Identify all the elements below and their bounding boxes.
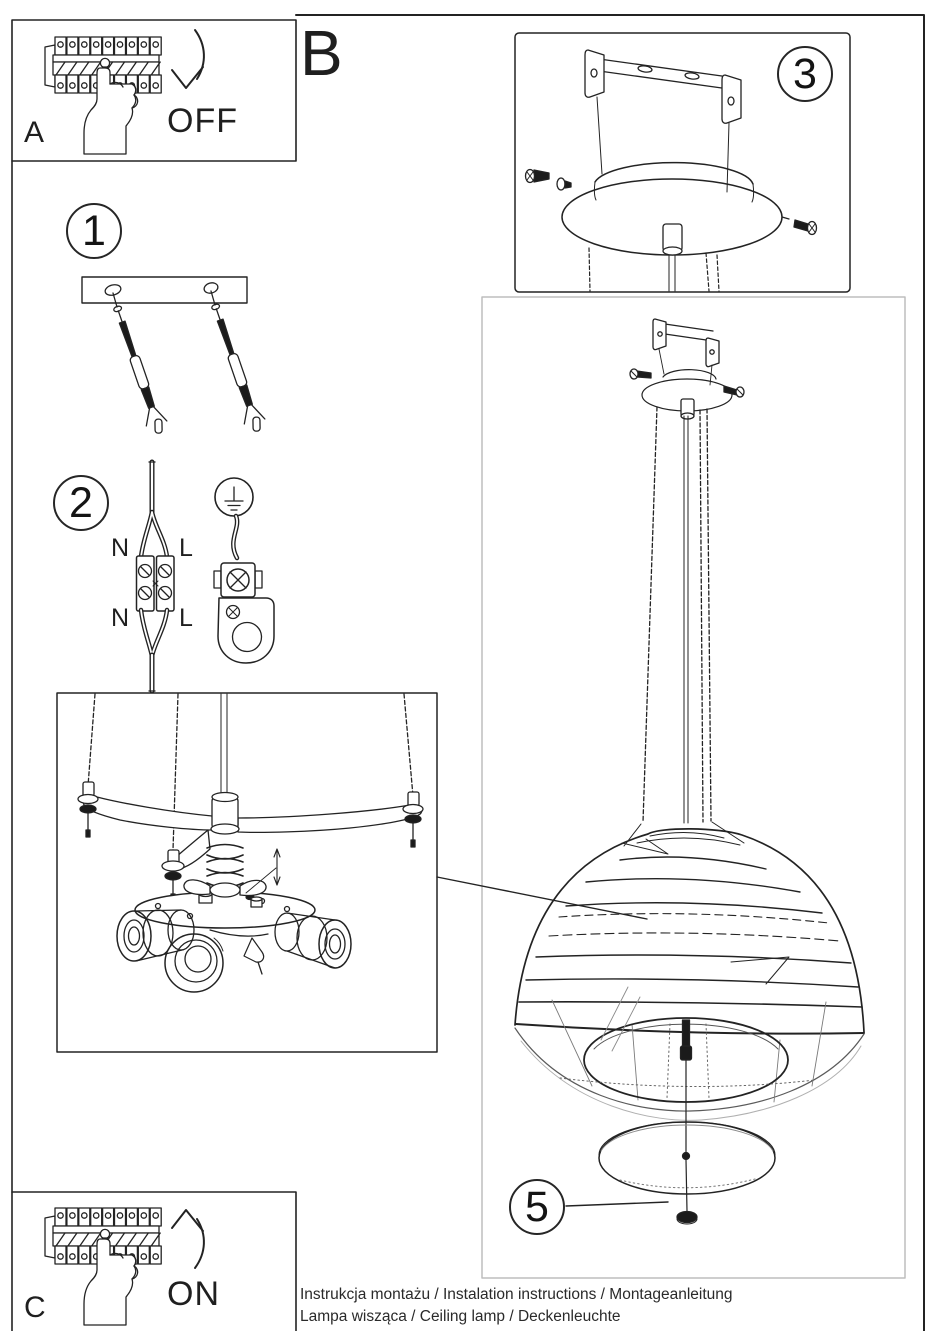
arrow-on-icon (172, 1210, 204, 1268)
arrow-off-icon (172, 30, 204, 88)
diffuser-and-rod (599, 1020, 775, 1224)
cable-gripper (78, 782, 98, 837)
screw-icon (630, 369, 651, 379)
frame-lines (12, 15, 924, 1331)
step-1-badge: 1 (66, 203, 122, 259)
wire-label-live-top: L (179, 534, 193, 562)
step-5-badge: 5 (509, 1179, 565, 1235)
steel-cable (643, 407, 657, 822)
wire-label-neutral-bottom: N (111, 604, 130, 632)
lamp-socket (165, 934, 223, 992)
step3-ceiling-bracket (526, 50, 817, 291)
breaker-off-text: OFF (167, 102, 238, 140)
step2-wiring-diagram (137, 462, 275, 691)
step1-bracket-anchors (82, 277, 268, 437)
step5-leader-line (566, 1202, 668, 1206)
earth-symbol-icon (215, 478, 253, 516)
ground-terminal-icon (214, 563, 274, 663)
steel-cable (700, 409, 711, 822)
detail-socket-assembly (78, 694, 423, 992)
panel-a-label: A (24, 116, 45, 149)
screw-icon (724, 386, 744, 397)
detail-leader-line (437, 877, 647, 919)
wall-anchor-icon (204, 301, 268, 435)
panel-b-label: B (300, 17, 343, 89)
step-2-badge: 2 (53, 475, 109, 531)
footer-line-1: Instrukcja montażu / Instalation instructions / Montageanleitung (300, 1286, 733, 1303)
wire-label-live-bottom: L (179, 604, 193, 632)
footer-line-2: Lampa wisząca / Ceiling lamp / Deckenleuchte (300, 1308, 621, 1325)
screw-icon (526, 170, 572, 191)
step-3-badge: 3 (777, 46, 833, 102)
lamp-shade (515, 822, 864, 1120)
cable-gripper (403, 792, 423, 847)
footer-caption (300, 1284, 733, 1328)
breaker-on-text: ON (167, 1275, 220, 1313)
wall-anchor-icon (106, 303, 170, 437)
wing-nut (184, 880, 266, 897)
power-cord (684, 416, 688, 823)
wire-label-neutral-top: N (111, 534, 130, 562)
panel-c-label: C (24, 1291, 46, 1324)
assembled-lamp-illustration (515, 319, 864, 1224)
screw-icon (782, 217, 817, 235)
